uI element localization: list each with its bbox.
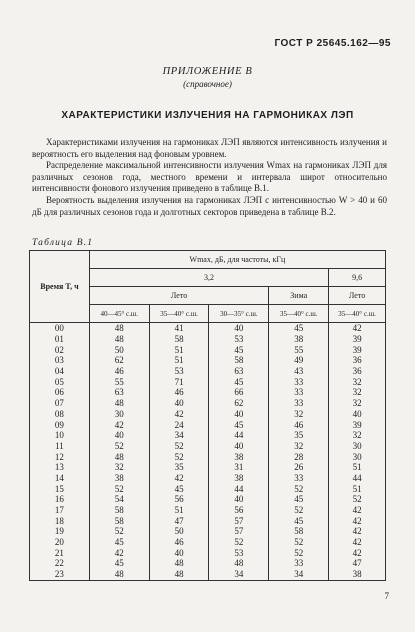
value-cell: 33	[269, 387, 329, 398]
value-cell: 45	[209, 376, 269, 387]
value-cell: 32	[329, 430, 386, 441]
value-cell: 45	[209, 344, 269, 355]
value-cell: 40	[89, 430, 149, 441]
value-cell: 66	[209, 387, 269, 398]
value-cell: 32	[89, 462, 149, 473]
value-cell: 42	[329, 526, 386, 537]
value-cell: 45	[269, 515, 329, 526]
value-cell: 42	[329, 323, 386, 334]
value-header: Wmах, дБ, для частоты, кГц	[89, 251, 385, 269]
value-cell: 52	[149, 451, 209, 462]
table-row	[30, 505, 386, 516]
value-cell: 38	[209, 451, 269, 462]
standard-code: ГОСТ Р 25645.162—95	[274, 38, 391, 49]
value-cell: 39	[329, 334, 386, 345]
value-cell: 36	[329, 366, 386, 377]
value-cell: 52	[209, 537, 269, 548]
value-cell: 42	[149, 409, 209, 420]
value-cell: 53	[149, 366, 209, 377]
table-row	[30, 547, 386, 558]
value-cell: 34	[269, 569, 329, 580]
value-cell: 35	[269, 430, 329, 441]
value-cell: 36	[329, 355, 386, 366]
value-cell: 40	[209, 494, 269, 505]
value-cell: 43	[269, 366, 329, 377]
value-cell: 51	[329, 483, 386, 494]
value-cell: 42	[89, 419, 149, 430]
value-cell: 49	[269, 355, 329, 366]
table-row	[30, 526, 386, 537]
value-cell: 42	[329, 515, 386, 526]
time-cell: 07	[30, 398, 90, 409]
value-cell: 58	[149, 334, 209, 345]
value-cell: 32	[329, 398, 386, 409]
time-cell: 15	[30, 483, 90, 494]
value-cell: 58	[209, 355, 269, 366]
value-cell: 63	[89, 387, 149, 398]
value-cell: 48	[89, 323, 149, 334]
value-cell: 52	[269, 537, 329, 548]
value-cell: 52	[89, 441, 149, 452]
value-cell: 42	[89, 547, 149, 558]
value-cell: 51	[149, 344, 209, 355]
value-cell: 33	[269, 398, 329, 409]
value-cell: 33	[269, 376, 329, 387]
table-row	[30, 558, 386, 569]
value-cell: 51	[329, 462, 386, 473]
value-cell: 47	[329, 558, 386, 569]
time-cell: 18	[30, 515, 90, 526]
value-cell: 52	[269, 483, 329, 494]
value-cell: 58	[269, 526, 329, 537]
time-cell: 16	[30, 494, 90, 505]
time-cell: 03	[30, 355, 90, 366]
value-cell: 40	[149, 547, 209, 558]
frequency-header: 3,2	[89, 269, 328, 287]
time-cell: 02	[30, 344, 90, 355]
value-cell: 56	[149, 494, 209, 505]
paragraph-1: Характеристиками излучения на гармониках ЛЭП являются интенсивность излучения и вероятность его выделения над фоновым уровнем.	[32, 137, 387, 159]
value-cell: 57	[209, 526, 269, 537]
value-cell: 58	[89, 505, 149, 516]
latitude-header: 30—35° с.ш.	[209, 305, 269, 323]
value-cell: 46	[89, 366, 149, 377]
value-cell: 48	[89, 398, 149, 409]
table-row	[30, 398, 386, 409]
time-cell: 19	[30, 526, 90, 537]
value-cell: 42	[329, 537, 386, 548]
table-row	[30, 473, 386, 484]
appendix-title: ХАРАКТЕРИСТИКИ ИЗЛУЧЕНИЯ НА ГАРМОНИКАХ ЛЭП	[61, 110, 354, 121]
table-row	[30, 323, 386, 334]
value-cell: 39	[329, 344, 386, 355]
value-cell: 48	[149, 558, 209, 569]
value-cell: 45	[89, 558, 149, 569]
table-row	[30, 451, 386, 462]
value-cell: 51	[149, 355, 209, 366]
value-cell: 24	[149, 419, 209, 430]
value-cell: 51	[149, 505, 209, 516]
value-cell: 52	[89, 526, 149, 537]
value-cell: 45	[209, 419, 269, 430]
time-cell: 01	[30, 334, 90, 345]
value-cell: 32	[329, 376, 386, 387]
table-row	[30, 441, 386, 452]
time-cell: 17	[30, 505, 90, 516]
time-cell: 22	[30, 558, 90, 569]
table-row	[30, 462, 386, 473]
value-cell: 42	[149, 473, 209, 484]
value-cell: 50	[149, 526, 209, 537]
value-cell: 34	[149, 430, 209, 441]
time-cell: 12	[30, 451, 90, 462]
table-row	[30, 387, 386, 398]
value-cell: 45	[89, 537, 149, 548]
value-cell: 45	[269, 323, 329, 334]
value-cell: 54	[89, 494, 149, 505]
value-cell: 63	[209, 366, 269, 377]
value-cell: 52	[269, 505, 329, 516]
time-cell: 13	[30, 462, 90, 473]
paragraph-3: Вероятность выделения излучения на гармониках ЛЭП с интенсивностью W > 40 и 60 дБ для различных сезонов года и долготных секторов приведена в таблице В.2.	[32, 195, 387, 217]
value-cell: 35	[149, 462, 209, 473]
paragraph-2: Распределение максимальной интенсивности излучения Wmах на гармониках ЛЭП для различных сезонов года, местного времени и интервала широт относительно интенсивности фонового излучения приведено в таблице В.1.	[32, 160, 387, 193]
value-cell: 40	[209, 323, 269, 334]
time-cell: 14	[30, 473, 90, 484]
table-row	[30, 430, 386, 441]
value-cell: 55	[269, 344, 329, 355]
value-cell: 57	[209, 515, 269, 526]
table-row	[30, 515, 386, 526]
value-cell: 30	[329, 451, 386, 462]
value-cell: 38	[269, 334, 329, 345]
value-cell: 40	[329, 409, 386, 420]
time-cell: 04	[30, 366, 90, 377]
table-row	[30, 376, 386, 387]
value-cell: 38	[329, 569, 386, 580]
value-cell: 46	[149, 537, 209, 548]
value-cell: 47	[149, 515, 209, 526]
value-cell: 30	[329, 441, 386, 452]
data-table	[29, 250, 386, 581]
value-cell: 48	[89, 569, 149, 580]
value-cell: 28	[269, 451, 329, 462]
value-cell: 53	[209, 334, 269, 345]
table-row	[30, 537, 386, 548]
value-cell: 44	[329, 473, 386, 484]
season-header: Лето	[329, 287, 386, 305]
table-body	[30, 323, 386, 581]
value-cell: 52	[89, 483, 149, 494]
value-cell: 40	[209, 409, 269, 420]
season-header: Зима	[269, 287, 329, 305]
value-cell: 26	[269, 462, 329, 473]
table-row	[30, 334, 386, 345]
value-cell: 45	[149, 483, 209, 494]
time-cell: 21	[30, 547, 90, 558]
value-cell: 34	[209, 569, 269, 580]
latitude-header: 35—40° с.ш.	[269, 305, 329, 323]
value-cell: 32	[269, 409, 329, 420]
table-row	[30, 419, 386, 430]
time-cell: 00	[30, 323, 90, 334]
time-cell: 10	[30, 430, 90, 441]
value-cell: 71	[149, 376, 209, 387]
table-row	[30, 494, 386, 505]
table-row	[30, 355, 386, 366]
season-header: Лето	[89, 287, 268, 305]
value-cell: 58	[89, 515, 149, 526]
value-cell: 31	[209, 462, 269, 473]
appendix-type-note: (справочное)	[183, 79, 232, 89]
value-cell: 62	[209, 398, 269, 409]
time-cell: 23	[30, 569, 90, 580]
value-cell: 40	[149, 398, 209, 409]
value-cell: 55	[89, 376, 149, 387]
value-cell: 38	[209, 473, 269, 484]
time-cell: 08	[30, 409, 90, 420]
value-cell: 38	[89, 473, 149, 484]
value-cell: 41	[149, 323, 209, 334]
value-cell: 52	[329, 494, 386, 505]
value-cell: 52	[269, 547, 329, 558]
table-row	[30, 409, 386, 420]
value-cell: 50	[89, 344, 149, 355]
time-cell: 11	[30, 441, 90, 452]
value-cell: 48	[149, 569, 209, 580]
value-cell: 62	[89, 355, 149, 366]
value-cell: 53	[209, 547, 269, 558]
value-cell: 40	[209, 441, 269, 452]
value-cell: 48	[89, 334, 149, 345]
time-cell: 06	[30, 387, 90, 398]
value-cell: 46	[149, 387, 209, 398]
value-cell: 46	[269, 419, 329, 430]
value-cell: 44	[209, 483, 269, 494]
time-cell: 05	[30, 376, 90, 387]
value-cell: 48	[209, 558, 269, 569]
value-cell: 44	[209, 430, 269, 441]
appendix-label: ПРИЛОЖЕНИЕ В	[162, 66, 253, 77]
time-cell: 09	[30, 419, 90, 430]
value-cell: 32	[269, 441, 329, 452]
table-row	[30, 366, 386, 377]
page-number: 7	[384, 591, 389, 601]
value-cell: 52	[149, 441, 209, 452]
latitude-header: 40—45° с.ш.	[89, 305, 149, 323]
value-cell: 48	[89, 451, 149, 462]
value-cell: 32	[329, 387, 386, 398]
value-cell: 39	[329, 419, 386, 430]
frequency-header: 9,6	[329, 269, 386, 287]
table-row	[30, 344, 386, 355]
time-header: Время T, ч	[30, 251, 90, 323]
value-cell: 30	[89, 409, 149, 420]
table-caption: Таблица В.1	[32, 238, 94, 248]
table-row	[30, 483, 386, 494]
value-cell: 45	[269, 494, 329, 505]
table-row	[30, 569, 386, 580]
value-cell: 56	[209, 505, 269, 516]
value-cell: 33	[269, 473, 329, 484]
latitude-header: 35—40° с.ш.	[329, 305, 386, 323]
value-cell: 42	[329, 505, 386, 516]
value-cell: 33	[269, 558, 329, 569]
value-cell: 42	[329, 547, 386, 558]
time-cell: 20	[30, 537, 90, 548]
latitude-header: 35—40° с.ш.	[149, 305, 209, 323]
